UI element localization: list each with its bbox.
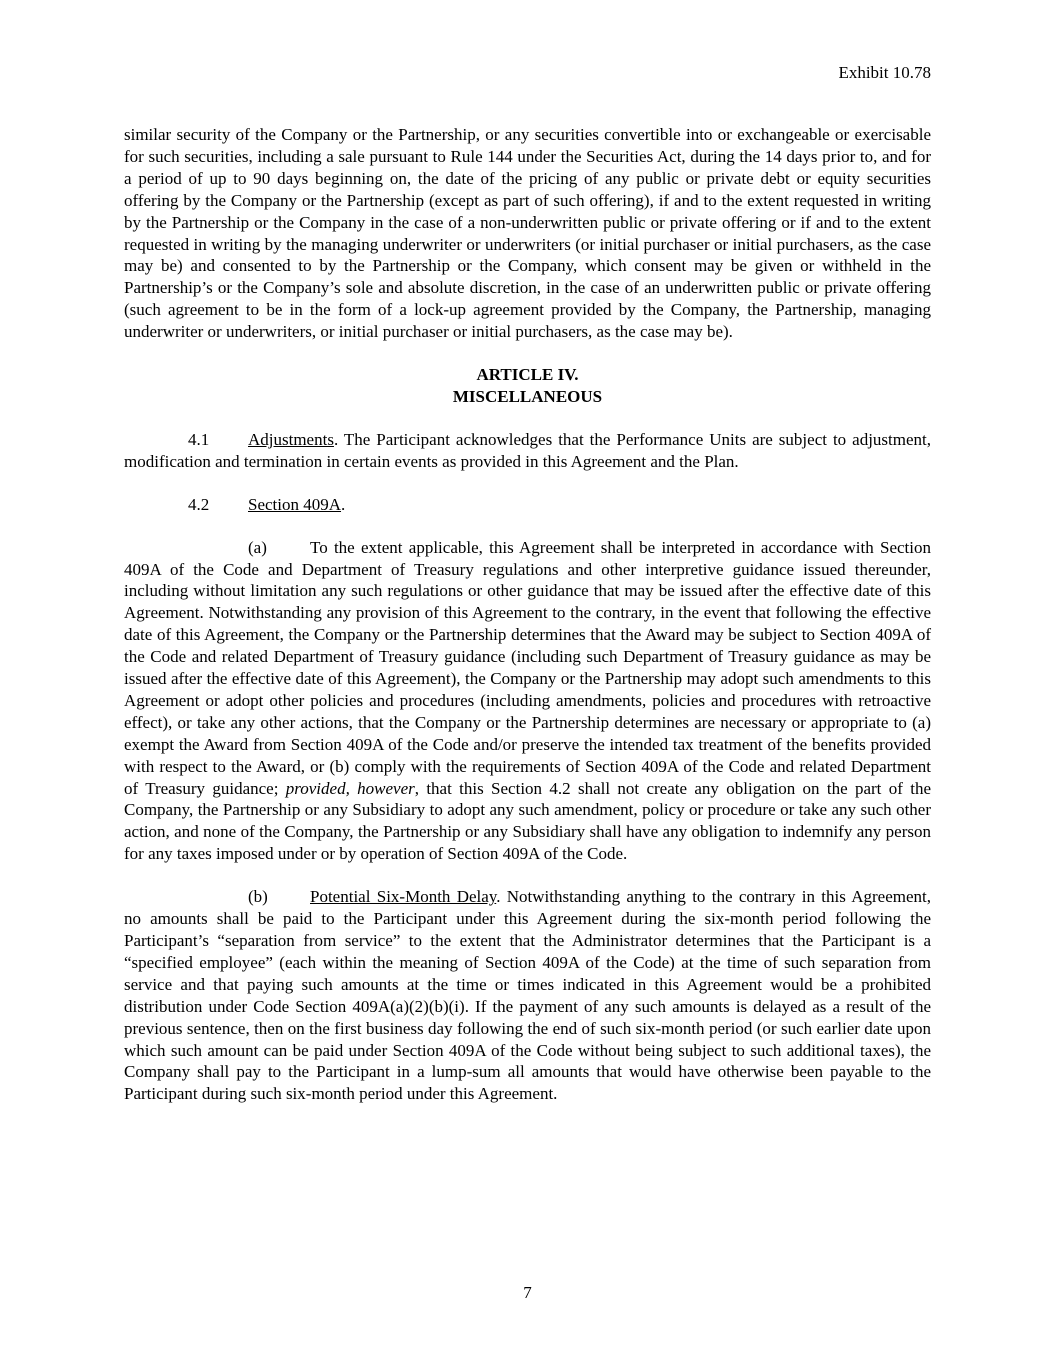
section-4-2-a-label: (a) <box>248 537 267 557</box>
section-4-2 <box>188 494 931 516</box>
section-4-1 <box>124 429 931 473</box>
section-4-2-b-label: (b) <box>248 887 268 907</box>
section-4-2-b-heading: Potential Six-Month Delay <box>310 887 497 907</box>
section-4-1-heading: Adjustments <box>248 429 334 449</box>
section-4-1-number: 4.1 <box>188 429 210 449</box>
section-4-2-tail: . <box>341 494 346 514</box>
section-4-2-b-text: . Notwithstanding anything to the contrary in this Agreement, no amounts shall be paid to the Participant under this Agreement during the six-month period following the Participant’s “separation from service” to the extent that the Administrator determines that the Participant is a “specified employee” (each within the meaning of Section 409A of the Code) at the time of such separation from service and that paying such amounts at the time or times indicated in this Agreement would be a prohibited distribution under Code Section 409A(a)(2)(b)(i). If the payment of any such amounts is delayed as a result of the previous sentence, then on the first business day following the end of such six-month period (or such earlier date upon which such amount can be paid under Section 409A of the Code without being subject to such additional taxes), the Company shall pay to the Participant in a lump-sum all amounts that would have otherwise been payable to the Participant during such six-month period under this Agreement. <box>124 887 931 1104</box>
article-heading <box>124 364 931 408</box>
section-4-2-number: 4.2 <box>188 494 210 514</box>
exhibit-label: Exhibit 10.78 <box>838 63 931 82</box>
section-4-2-heading: Section 409A <box>248 494 342 514</box>
continuation-paragraph: similar security of the Company or the Partnership, or any securities convertible into or exchangeable or exercisable for such securities, including a sale pursuant to Rule 144 under the Securities Act, during the 14 days prior to, and for a period of up to 90 days beginning on, the date of the pricing of any public or private debt or equity securities offering by the Company or the Partnership (except as part of such offering), if and to the extent requested in writing by the Partnership or the Company in the case of a non-underwritten public or private offering or if and to the extent requested in writing by the managing underwriter or underwriters (or initial purchaser or initial purchasers, as the case may be) and consented to by the Partnership or the Company, which consent may be given or withheld in the Partnership’s or the Company’s sole and absolute discretion, in the case of an underwritten public or private offering (such agreement to be in the form of a lock-up agreement provided by the Company, the Partnership, managing underwriter or underwriters, or initial purchaser or initial purchasers, as the case may be). <box>124 125 931 342</box>
section-4-2-a-text-2: , that this Section 4.2 shall not create any obligation on the part of the Company, the Partnership or any Subsidiary to adopt any such amendment, policy or procedure or take any such other action, and none of the Company, the Partnership or any Subsidiary shall have any obligation to indemnify any person for any taxes imposed under or by operation of Section 409A of the Code. <box>124 778 931 864</box>
document-body <box>124 124 931 1126</box>
page-number: 7 <box>523 1283 532 1302</box>
section-4-2-b <box>124 886 931 1105</box>
section-4-2-a <box>124 537 931 866</box>
section-4-1-text: . The Participant acknowledges that the Performance Units are subject to adjustment, modification and termination in certain events as provided in this Agreement and the Plan. <box>124 429 931 471</box>
section-4-2-a-text-1: To the extent applicable, this Agreement shall be interpreted in accordance with Section 409A of the Code and Department of Treasury regulations and other interpretive guidance issued thereunder, including without limitation any such regulations or other guidance that may be issued after the effective date of this Agreement. Notwithstanding any provision of this Agreement to the contrary, in the event that following the effective date of this Agreement, the Company or the Partnership determines that the Award may be subject to Section 409A of the Code and related Department of Treasury guidance (including such Department of Treasury guidance as may be issued after the effective date of this Agreement), the Company or the Partnership may adopt such amendments to this Agreement or adopt other policies and procedures (including amendments, policies and procedures with retroactive effect), or take any other actions, that the Company or the Partnership determines are necessary or appropriate to (a) exempt the Award from Section 409A of the Code and/or preserve the intended tax treatment of the benefits provided with respect to the Award, or (b) comply with the requirements of Section 409A of the Code and related Department of Treasury guidance; <box>124 537 931 798</box>
article-title: MISCELLANEOUS <box>452 386 603 406</box>
article-number: ARTICLE IV. <box>476 365 579 385</box>
section-4-2-a-italic: provided, however <box>285 778 415 798</box>
